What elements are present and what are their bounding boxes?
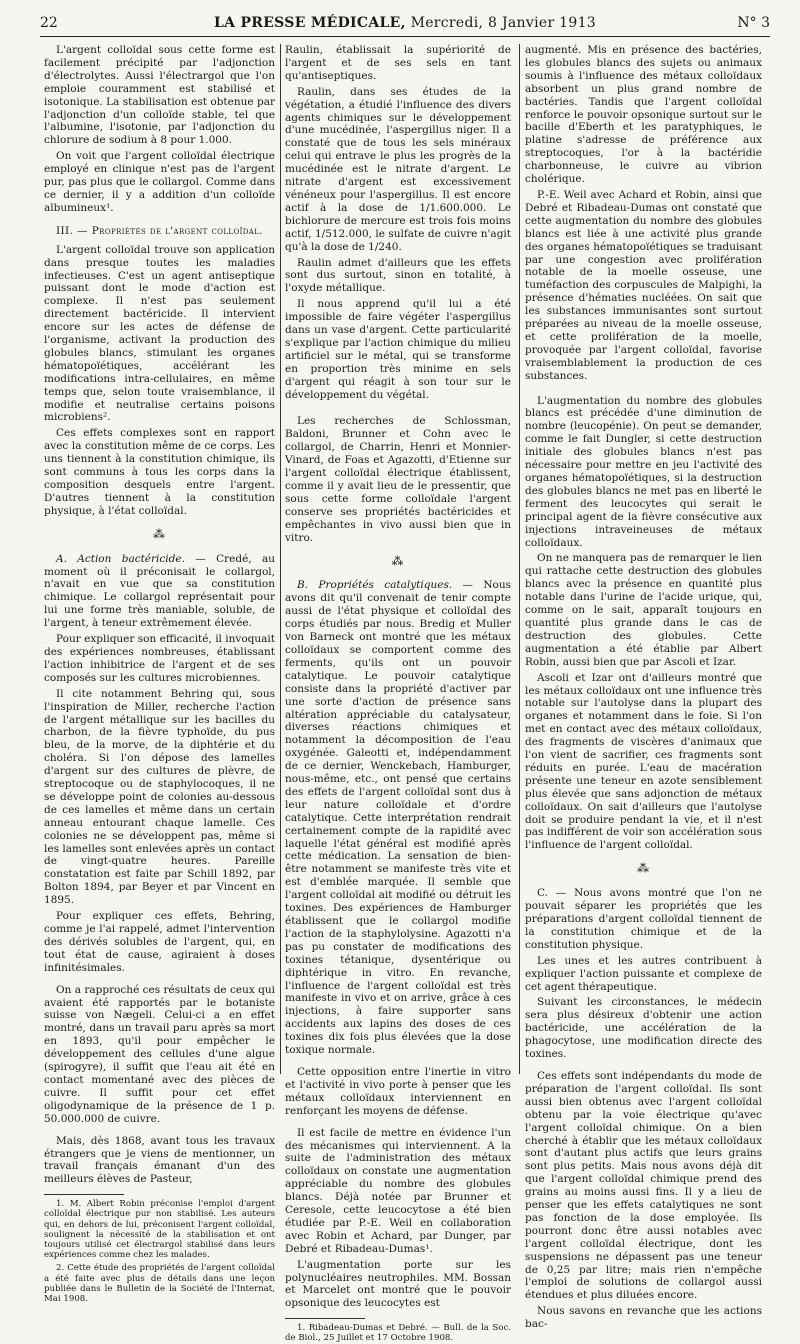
paragraph: Ces effets sont indépendants du mode de préparation de l'argent colloïdal. Ils sont aussi bien obtenus avec l'argent colloïdal obtenu par la voie électrique qu'avec l'argent colloïdal chimique. On a bien cherché à établir que les métaux colloïdaux sont d'autant plus actifs que leurs grains sont plus petits. Mais nous avons déjà dit que l'argent colloïdal chimique prend des grains au moins aussi fins. Il y a lieu de penser que les effets catalytiques ne sont pas fonction de la dose employée. Ils pourront donc être aussi notables avec l'argent colloïdal électrique, dont les suspensions ne dépassent pas une teneur de 0,25 par litre; mais rien n'empêche l'emploi de solutions de collargol aussi étendues et plus diluées encore.	[525, 1069, 762, 1302]
issue-number: N° 3	[737, 15, 770, 31]
paragraph: On ne manquera pas de remarquer le lien qui rattache cette destruction des globules blancs avec la présence en quantité plus notable dans l'urine de l'acide urique, qui, comme on le sait, apparaît toujours en quantité plus grande dans le cas de destruction des globules. Cette augmentation a été établie par Albert Robin, aussi bien que par Ascoli et Izar.	[525, 552, 762, 668]
paragraph: Ascoli et Izar ont d'ailleurs montré que les métaux colloïdaux ont une influence très notable sur l'autolyse dans la plupart des organes et notamment dans le foie. Si l'on met en contact avec des métaux colloïdaux, des fragments de viscères d'animaux que l'on vient de sacrifier, ces fragments sont réduits en purée. L'eau de macération présente une teneur en azote sensiblement plus élevée que sans adjonction de métaux colloïdaux. On sait d'ailleurs que l'autolyse doit se produire pendant la vie, et il n'est pas indifférent de voir son accélération sous l'influence de l'argent colloïdal.	[525, 671, 762, 852]
column-2	[285, 44, 511, 1344]
page-header	[40, 12, 770, 37]
paragraph: L'argent colloïdal trouve son application dans presque toutes les maladies infectieuses. C'est un agent antiseptique puissant dont le mode d'action est complexe. Il n'est pas seulement directement bactéricide. Il intervient encore sur les actes de défense de l'organisme, activant la production des globules blancs, stimulant les organes hématopoïétiques, accélérant les modifications intra-cellulaires, en même temps que, selon toute vraisemblance, il modifie et neutralise certains poisons microbiens².	[44, 243, 275, 424]
column-divider	[519, 44, 520, 1074]
paragraph: A. Action bactéricide. — Credé, au moment où il préconisait le collargol, n'avait en vue que sa constitution chimique. Le collargol représentait pour lui une forme très maniable, soluble, de l'argent, à teneur extrêmement élevée.	[44, 552, 276, 630]
footnote: 1. M. Albert Robin préconise l'emploi d'argent colloïdal électrique pur non stabilisé. Les auteurs qui, en dehors de lui, préconisent l'argent colloïdal, soulignent la nécessité de la stabilisation et ont toujours utilisé cet électrargol stabilisé dans leurs expériences comme chez les malades.	[44, 1199, 275, 1261]
paragraph: augmenté. Mis en présence des bactéries, les globules blancs des sujets ou animaux soumis à l'influence des métaux colloïdaux absorbent un plus grand nombre de bactéries. Tandis que l'argent colloïdal renforce le pouvoir opsonique surtout sur le bacille d'Eberth et les paratyphiques, le platine s'adresse de préférence aux streptocoques, l'or à la bactéridie charbonneuse, le cuivre au vibrion cholérique.	[525, 44, 762, 186]
footnote: 2. Cette étude des propriétés de l'argent colloïdal a été faite avec plus de détails dans une leçon publiée dans le Bulletin de la Société de l'Internat, Mai 1908.	[44, 1263, 275, 1305]
paragraph: Suivant les circonstances, le médecin sera plus désireux d'obtenir une action bactéricide, une accélération de la phagocytose, une modification directe des toxines.	[525, 996, 762, 1061]
paragraph: On a rapproché ces résultats de ceux qui avaient été rapportés par le botaniste suisse von Nægeli. Celui-ci a en effet montré, dans un travail paru après sa mort en 1893, qu'il pour empêcher le développement des cellules d'une algue (spirogyre), il suffit que l'eau ait été en contact momentané avec des pièces de cuivre. Il suffit pour cet effet oligodynamique de la présence de 1 p. 50.000.000 de cuivre.	[44, 983, 275, 1125]
paragraph: Raulin, établissait la supériorité de l'argent et de ses sels en tant qu'antiseptiques.	[285, 44, 511, 82]
paragraph: Raulin, dans ses études de la végétation, a étudié l'influence des divers agents chimiques sur le développement d'une mucédinée, l'aspergillus niger. Il a constaté que de tous les sels minéraux celui qui entrave le plus les progrès de la mucédinée est le nitrate d'argent. Le nitrate d'argent est excessivement vénéneux pour l'aspergillus. Il est encore actif à la dose de 1/1.600.000. Le bichlorure de mercure est trois fois moins actif, 1/512.000, le sulfate de cuivre n'agit qu'à la dose de 1/240.	[285, 85, 511, 253]
paragraph: L'augmentation du nombre des globules blancs est précédée d'une diminution de nombre (leucopénie). On peut se demander, comme le fait Dungler, si cette destruction initiale des globules blancs n'est pas nécessaire pour mettre en jeu l'activité des organes hématopoïétiques, si la destruction des globules blancs ne met pas en liberté le ferment des leucocytes qui serait le principal agent de la fièvre consécutive aux injections intraveineuses de métaux colloïdaux.	[525, 394, 762, 549]
issue-date: Mercredi, 8 Janvier 1913	[410, 15, 597, 31]
section-heading: III. — Propriétés de l'argent colloïdal.	[55, 224, 264, 237]
paragraph: Pour expliquer son efficacité, il invoquait des expériences nombreuses, établissant l'action inhibitrice de l'argent et de ses composés sur les cultures microbiennes.	[44, 633, 275, 684]
subsection-label: A. Action bactéricide.	[56, 552, 185, 565]
journal-name: LA PRESSE MÉDICALE,	[213, 15, 406, 31]
paragraph: P.-E. Weil avec Achard et Robin, ainsi que Debré et Ribadeau-Dumas ont constaté que cette augmentation du nombre des globules blancs est liée à une activité plus grande des organes hématopoïétiques se traduisant par une congestion avec prolifération notable de la moelle osseuse, une tuméfaction des corpuscules de Malpighi, la présence d'hématies nucléées. On sait que les substances immunisantes sont surtout préparées au niveau de la moelle osseuse, et cette prolifération de la moelle, provoquée par l'argent colloïdal, favorise vraisemblablement la production de ces substances.	[525, 188, 762, 382]
column-divider	[280, 44, 281, 1074]
paragraph: Les unes et les autres contribuent à expliquer l'action puissante et complexe de cet agent thérapeutique.	[525, 954, 762, 993]
paragraph: Il nous apprend qu'il lui a été impossible de faire végéter l'aspergillus dans un vase d'argent. Cette particularité s'explique par l'action chimique du milieu artificiel sur le métal, qui se transforme en proportion très minime en sels d'argent qui réagit à son tour sur le développement du végétal.	[285, 298, 511, 401]
footnote-rule	[44, 1194, 124, 1195]
footnote-rule	[285, 1318, 365, 1319]
paragraph: Les recherches de Schlossman, Baldoni, Brunner et Cohn avec le collargol, de Charrin, Henri et Monnier-Vinard, de Foas et Agazotti, d'Etienne sur l'argent colloïdal électrique établissent, comme il y avait lieu de le pressentir, que sous cette forme colloïdale l'argent conserve ses propriétés bactéricides et empêchantes in vivo aussi bien que in vitro.	[285, 415, 511, 544]
column-3	[525, 44, 762, 1331]
paragraph: L'argent colloïdal sous cette forme est facilement précipité par l'adjonction d'électrolytes. Aussi l'électrargol que l'on emploie couramment est stabilisé et isotonique. La stabilisation est obtenue par l'adjonction d'un colloïde stable, tel que l'albumine, l'isotonie, par l'adjonction du chlorure de sodium à 8 pour 1.000.	[44, 44, 275, 147]
section-separator: ⁂	[637, 861, 650, 876]
paragraph: Raulin admet d'ailleurs que les effets sont dus surtout, sinon en totalité, à l'oxyde métallique.	[285, 256, 511, 295]
paragraph: On voit que l'argent colloïdal électrique employé en clinique n'est pas de l'argent pur, pas plus que le collargol. Comme dans ce dernier, il y a addition d'un colloïde albumineux¹.	[44, 150, 275, 214]
paragraph: B. Propriétés catalytiques. — Nous avons dit qu'il convenait de tenir compte aussi de l'état physique et colloïdal des corps étudiés par nous. Bredig et Muller von Barneck ont montré que les métaux colloïdaux se comportent comme des ferments, qu'ils ont un pouvoir catalytique. Le pouvoir catalytique consiste dans la propriété d'activer par une sorte d'action de présence sans altération appréciable du catalysateur, diverses réactions chimiques et notamment la décomposition de l'eau oxygénée. Galeotti et, indépendamment de ce dernier, Wenckebach, Hamburger, nous-même, etc., ont pensé que certains des effets de l'argent colloïdal sont dus à leur nature colloïdale et d'ordre catalytique. Cette interprétation rendrait certainement compte de la rapidité avec laquelle l'état général est modifié après cette médication. La sensation de bien-être notamment se manifeste très vite et est d'emblée marquée. Il semble que l'argent colloïdal ait modifié ou détruit les toxines. Des expériences de Hamburger établissent que le collargol modifie l'action de la staphylolysine. Agazotti n'a pas pu constater de modifications des toxines tétanique, dysentérique ou diphtérique in vitro. En revanche, l'influence de l'argent colloïdal est très manifeste in vivo et on arrive, grâce à ces injections, à faire supporter sans accidents aux lapins des doses de ces toxines dix fois plus élevées que la dose toxique normale.	[285, 579, 511, 1057]
paragraph: Il est facile de mettre en évidence l'un des mécanismes qui interviennent. A la suite de l'administration des métaux colloïdaux on constate une augmentation appréciable du nombre des globules blancs. Déjà notée par Brunner et Ceresole, cette leucocytose a été bien étudiée par P.-E. Weil en collaboration avec Robin et Achard, par Dunger, par Debré et Ribadeau-Dumas¹.	[285, 1126, 511, 1255]
paragraph: Mais, dès 1868, avant tous les travaux étrangers que je viens de mentionner, un travail français émanant d'un des meilleurs élèves de Pasteur,	[44, 1134, 275, 1186]
running-title	[40, 15, 770, 31]
paragraph: Ces effets complexes sont en rapport avec la constitution même de ce corps. Les uns tiennent à la constitution chimique, ils sont communs à tous les corps dans la composition desquels entre l'argent. D'autres tiennent à la constitution physique, à l'état colloïdal.	[44, 427, 275, 517]
section-separator: ⁂	[153, 526, 166, 541]
paragraph: L'augmentation porte sur les polynucléaires neutrophiles. MM. Bossan et Marcelet ont montré que le pouvoir opsonique des leucocytes est	[285, 1258, 511, 1310]
subsection-label: B. Propriétés catalytiques.	[297, 579, 453, 592]
paragraph: Il cite notamment Behring qui, sous l'inspiration de Miller, recherche l'action de l'argent métallique sur les bacilles du charbon, de la fièvre typhoïde, du pus bleu, de la morve, de la diphtérie et du choléra. Si l'on dépose des lamelles d'argent sur des cultures de plèvre, de streptocoque ou de staphylocoques, il ne se développe point de colonies au-dessous de ces lamelles et même dans un certain anneau entourant chaque lamelle. Ces colonies ne se développent pas, même si les lamelles sont enlevées après un contact de vingt-quatre heures. Pareille constatation est faite par Schill 1892, par Bolton 1894, par Beyer et par Vincent en 1895.	[44, 687, 275, 907]
column-1	[44, 44, 276, 1305]
paragraph: C. — Nous avons montré que l'on ne pouvait séparer les propriétés que les préparations d'argent colloïdal tiennent de la constitution chimique et de la constitution physique.	[525, 887, 762, 951]
paragraph: Cette opposition entre l'inertie in vitro et l'activité in vivo porte à penser que les métaux colloïdaux interviennent en renforçant les moyens de défense.	[285, 1065, 511, 1117]
footnote: 1. Ribadeau-Dumas et Debré. — Bull. de la Soc. de Biol., 25 Juillet et 17 Octobre 1908.	[285, 1323, 511, 1344]
paragraph: Pour expliquer ces effets, Behring, comme je l'ai rappelé, admet l'intervention des dérivés solubles de l'argent, qui, en tout état de cause, agiraient à doses infinitésimales.	[44, 910, 275, 974]
section-separator: ⁂	[391, 553, 405, 568]
paragraph: Nous savons en revanche que les actions bac-	[525, 1305, 762, 1331]
page-number: 22	[40, 15, 58, 31]
